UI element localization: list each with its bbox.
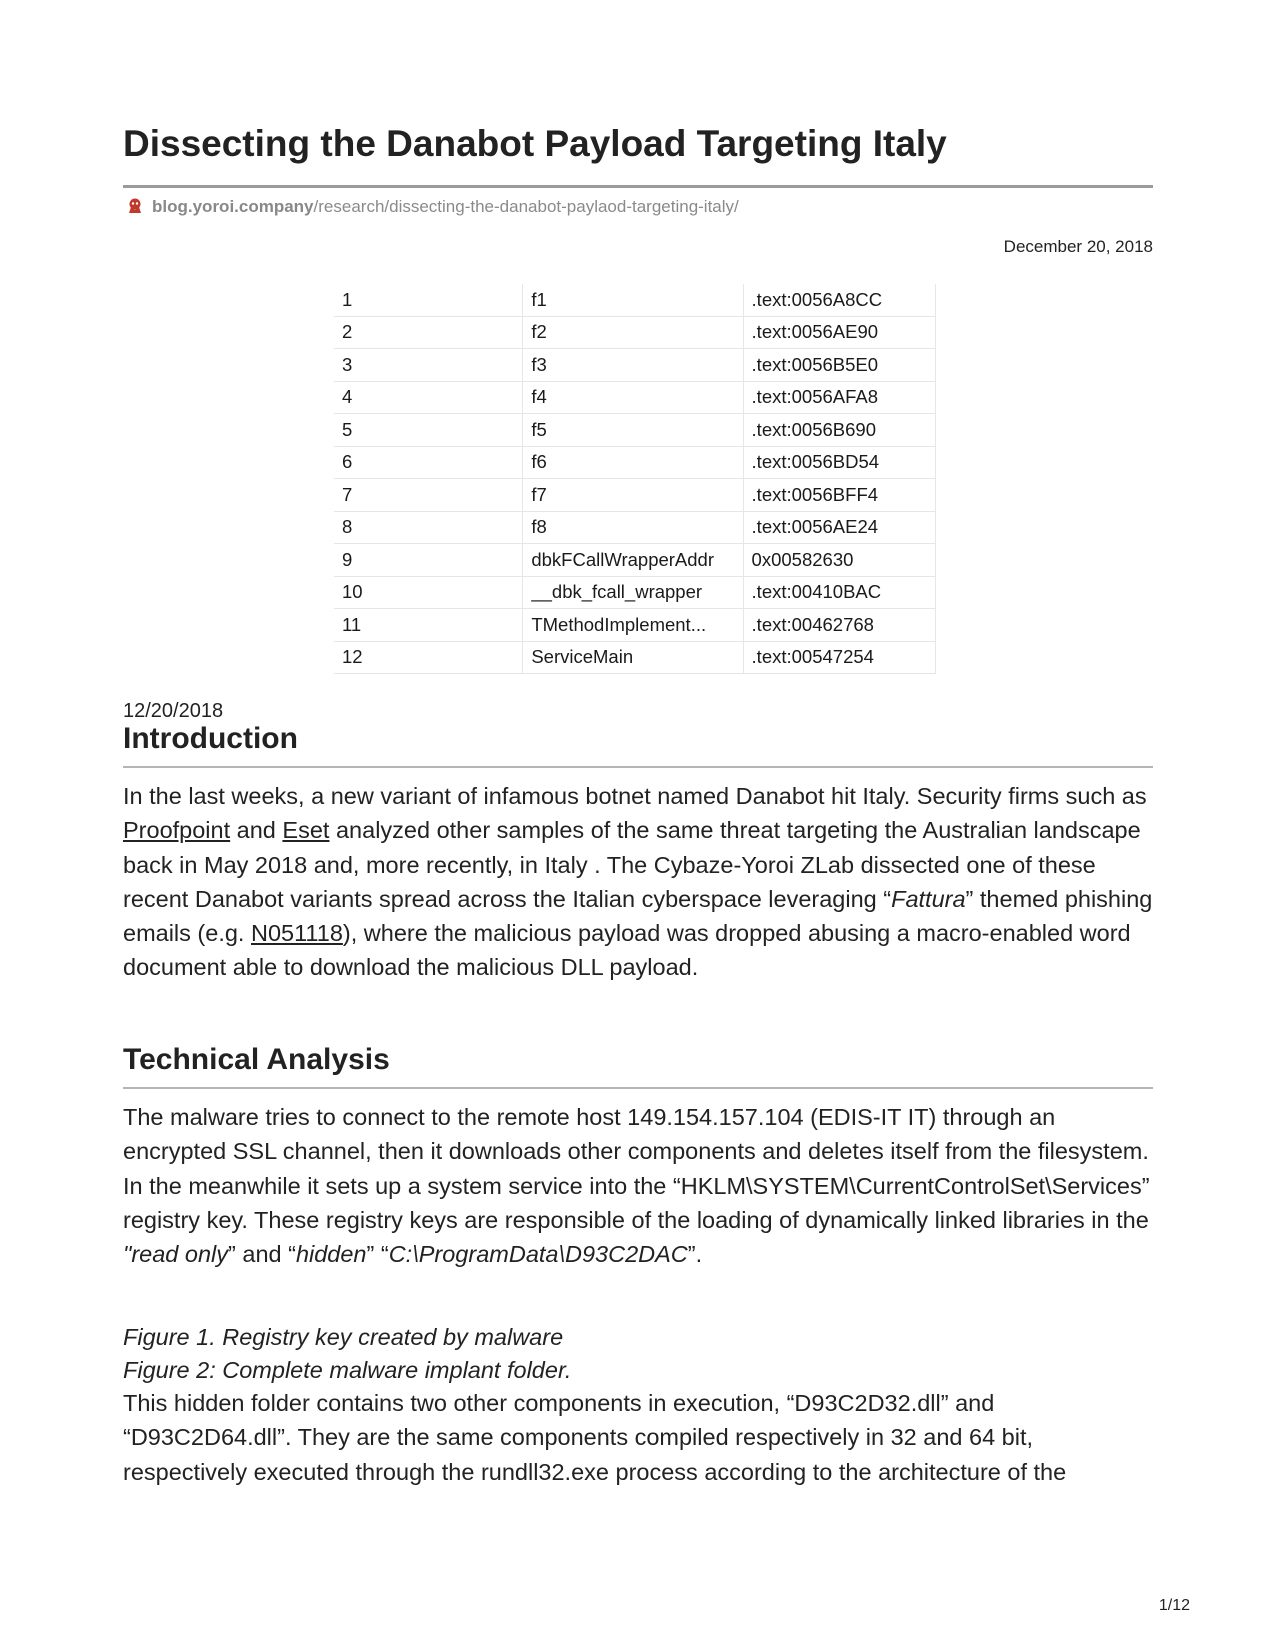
source-url[interactable] <box>126 196 739 218</box>
source-path: /research/dissecting-the-danabot-paylaod-targeting-italy/ <box>313 197 739 216</box>
table-row <box>334 316 936 349</box>
function-name-cell: f2 <box>523 316 743 349</box>
table-row <box>334 544 936 577</box>
table-row <box>334 479 936 512</box>
row-index-cell: 9 <box>334 544 523 577</box>
function-name-cell: f6 <box>523 446 743 479</box>
table-row <box>334 576 936 609</box>
components-paragraph: This hidden folder contains two other components in execution, “D93C2D32.dll” and “D93C2D64.dll”. They are the same components compiled respectively in 32 and 64 bit, respectively executed through the rundll32.exe process according to the architecture of the <box>123 1390 1067 1485</box>
row-index-cell: 2 <box>334 316 523 349</box>
page-title: Dissecting the Danabot Payload Targeting Italy <box>123 123 947 164</box>
page-number: 1/12 <box>1158 1597 1190 1614</box>
table-row <box>334 284 936 316</box>
function-name-cell: f4 <box>523 381 743 414</box>
address-cell: .text:00462768 <box>743 609 935 642</box>
function-name-cell: ServiceMain <box>523 641 743 674</box>
address-cell: .text:0056B690 <box>743 414 935 447</box>
address-cell: .text:0056A8CC <box>743 284 935 316</box>
publish-date: December 20, 2018 <box>1003 237 1153 256</box>
address-cell: .text:0056BD54 <box>743 446 935 479</box>
figure-2-caption: Figure 2: Complete malware implant folder. <box>123 1357 572 1383</box>
function-name-cell: f8 <box>523 511 743 544</box>
section-divider <box>123 766 1153 768</box>
proofpoint-link[interactable]: Proofpoint <box>123 817 231 844</box>
address-cell: .text:00547254 <box>743 641 935 674</box>
eset-link[interactable]: Eset <box>282 817 330 844</box>
row-index-cell: 8 <box>334 511 523 544</box>
address-cell: 0x00582630 <box>743 544 935 577</box>
row-index-cell: 10 <box>334 576 523 609</box>
n051118-link[interactable]: N051118 <box>251 920 343 947</box>
address-cell: .text:0056AFA8 <box>743 381 935 414</box>
address-cell: .text:0056AE24 <box>743 511 935 544</box>
source-domain: blog.yoroi.company <box>152 197 314 216</box>
row-index-cell: 1 <box>334 284 523 316</box>
address-cell: .text:0056BFF4 <box>743 479 935 512</box>
section-heading-technical-analysis: Technical Analysis <box>123 1043 390 1076</box>
address-cell: .text:00410BAC <box>743 576 935 609</box>
function-address-table <box>334 284 936 674</box>
row-index-cell: 11 <box>334 609 523 642</box>
figure-1-caption: Figure 1. Registry key created by malware <box>123 1324 564 1350</box>
function-name-cell: TMethodImplement... <box>523 609 743 642</box>
technical-paragraph: The malware tries to connect to the remote host 149.154.157.104 (EDIS-IT IT) through an encrypted SSL channel, then it downloads other components and deletes itself from the filesystem. In the meanwhile it sets up a system service into the “HKLM\SYSTEM\CurrentControlSet\Services” registry key. These registry keys are responsible of the loading of dynamically linked libraries in the "read only” and “hidden” “C:\ProgramData\D93C2DAC”. <box>123 1104 1150 1268</box>
row-index-cell: 12 <box>334 641 523 674</box>
table-row <box>334 349 936 382</box>
article-date: 12/20/2018 <box>123 700 224 722</box>
row-index-cell: 3 <box>334 349 523 382</box>
title-divider <box>123 185 1153 188</box>
table-row <box>334 511 936 544</box>
function-name-cell: f7 <box>523 479 743 512</box>
section-heading-introduction: Introduction <box>123 722 298 755</box>
table-row <box>334 641 936 674</box>
introduction-paragraph: In the last weeks, a new variant of infamous botnet named Danabot hit Italy. Security firms such as Proofpoint and Eset analyzed other samples of the same threat targeting the Australian landscape back in May 2018 and, more recently, in Italy . The Cybaze-Yoroi ZLab dissected one of these recent Danabot variants spread across the Italian cyberspace leveraging “Fattura” themed phishing emails (e.g. N051118), where the malicious payload was dropped abusing a macro-enabled word document able to download the malicious DLL payload. <box>123 783 1153 981</box>
row-index-cell: 7 <box>334 479 523 512</box>
row-index-cell: 6 <box>334 446 523 479</box>
section-divider <box>123 1087 1153 1089</box>
function-name-cell: __dbk_fcall_wrapper <box>523 576 743 609</box>
function-name-cell: f3 <box>523 349 743 382</box>
address-cell: .text:0056AE90 <box>743 316 935 349</box>
function-name-cell: f5 <box>523 414 743 447</box>
address-cell: .text:0056B5E0 <box>743 349 935 382</box>
table-row <box>334 414 936 447</box>
table-row <box>334 446 936 479</box>
table-row <box>334 381 936 414</box>
table-row <box>334 609 936 642</box>
row-index-cell: 4 <box>334 381 523 414</box>
function-name-cell: dbkFCallWrapperAddr <box>523 544 743 577</box>
function-name-cell: f1 <box>523 284 743 316</box>
row-index-cell: 5 <box>334 414 523 447</box>
site-favicon-icon <box>126 197 144 215</box>
